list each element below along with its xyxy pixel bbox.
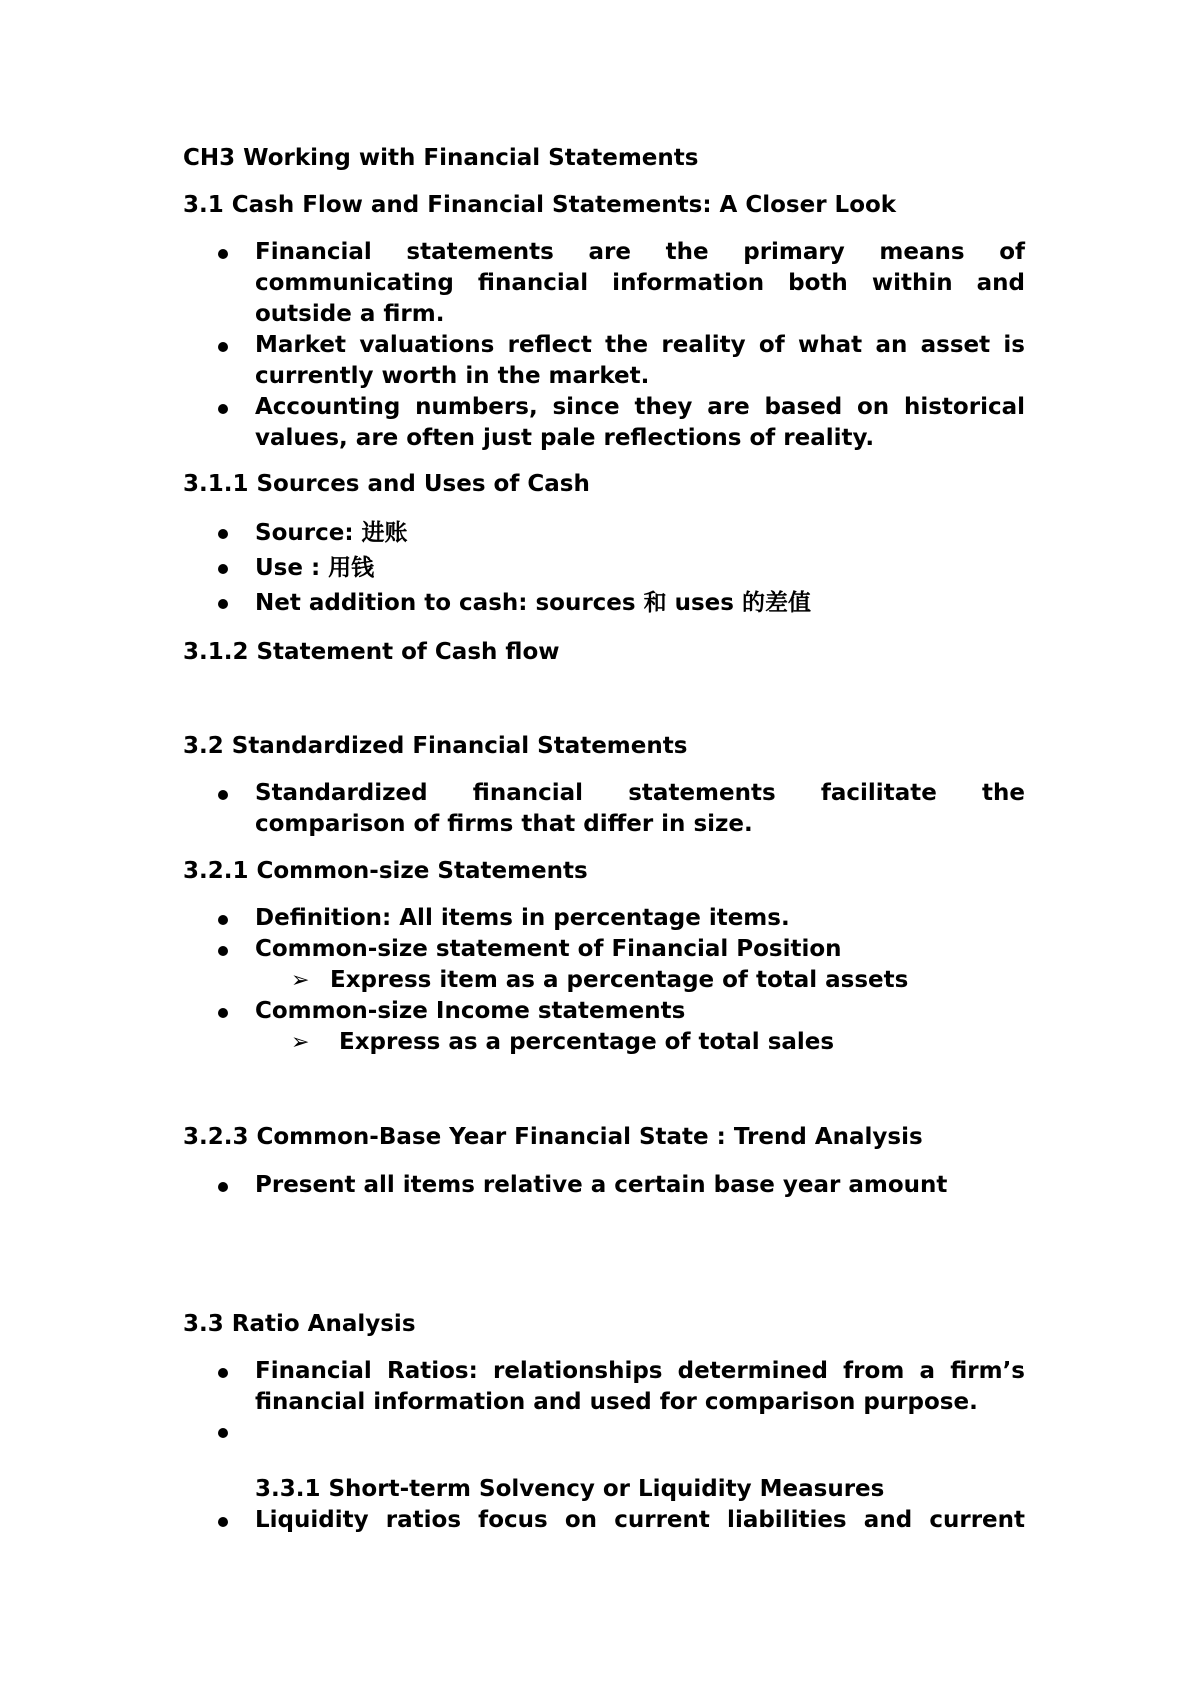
s311-item-use: Use : 用钱 [255,555,375,581]
s31-bullet-2-line-2: currently worth in the market. [255,363,650,389]
s31-bullet-1-line-3: outside a firm. [255,301,445,327]
s31-bullet-3-line-1: Accounting numbers, since they are based on historical [255,394,1025,420]
arrow-bullet-icon: ➢ [291,968,310,993]
s32-bullet-1-line-1: Standardized financial statements facilitate the [255,780,1025,806]
bullet-icon [218,1517,228,1527]
bullet-icon [218,599,228,609]
s321-item-financial-position: Common-size statement of Financial Position [255,936,842,962]
bullet-icon [218,529,228,539]
bullet-icon [218,1182,228,1192]
bullet-icon [218,564,228,574]
s311-item-source: Source: 进账 [255,520,408,546]
document-title: CH3 Working with Financial Statements [183,145,699,171]
s31-bullet-1-line-1: Financial statements are the primary means of [255,239,1025,265]
arrow-bullet-icon: ➢ [291,1030,310,1055]
s33-bullet-3-line-1: Liquidity ratios focus on current liabilities and current [255,1507,1025,1533]
s31-bullet-3-line-2: values, are often just pale reflections of reality. [255,425,875,451]
bullet-icon [218,1368,228,1378]
section-3-2-1-heading: 3.2.1 Common-size Statements [183,858,588,884]
s321-item-definition: Definition: All items in percentage items. [255,905,790,931]
section-3-2-3-heading: 3.2.3 Common-Base Year Financial State : Trend Analysis [183,1124,923,1150]
bullet-icon [218,249,228,259]
s321-item-income-statements: Common-size Income statements [255,998,686,1024]
section-3-3-1-heading: 3.3.1 Short-term Solvency or Liquidity Measures [255,1476,885,1502]
s33-bullet-1-line-2: financial information and used for comparison purpose. [255,1389,978,1415]
s321-subitem-sales: Express as a percentage of total sales [339,1029,835,1055]
s323-item-base-year: Present all items relative a certain base year amount [255,1172,948,1198]
s31-bullet-2-line-1: Market valuations reflect the reality of what an asset is [255,332,1025,358]
bullet-icon [218,342,228,352]
bullet-icon [218,1008,228,1018]
section-3-3-heading: 3.3 Ratio Analysis [183,1311,416,1337]
section-3-1-heading: 3.1 Cash Flow and Financial Statements: A Closer Look [183,192,897,218]
bullet-icon [218,946,228,956]
s311-item-net-addition: Net addition to cash: sources 和 uses 的差值 [255,590,811,616]
s321-subitem-assets: Express item as a percentage of total assets [330,967,909,993]
section-3-1-2-heading: 3.1.2 Statement of Cash flow [183,639,560,665]
bullet-icon [218,1428,228,1438]
section-3-1-1-heading: 3.1.1 Sources and Uses of Cash [183,471,590,497]
s32-bullet-1-line-2: comparison of firms that differ in size. [255,811,753,837]
section-3-2-heading: 3.2 Standardized Financial Statements [183,733,688,759]
bullet-icon [218,915,228,925]
s31-bullet-1-line-2: communicating financial information both within and [255,270,1025,296]
s33-bullet-1-line-1: Financial Ratios: relationships determined from a firm’s [255,1358,1025,1384]
bullet-icon [218,790,228,800]
bullet-icon [218,404,228,414]
